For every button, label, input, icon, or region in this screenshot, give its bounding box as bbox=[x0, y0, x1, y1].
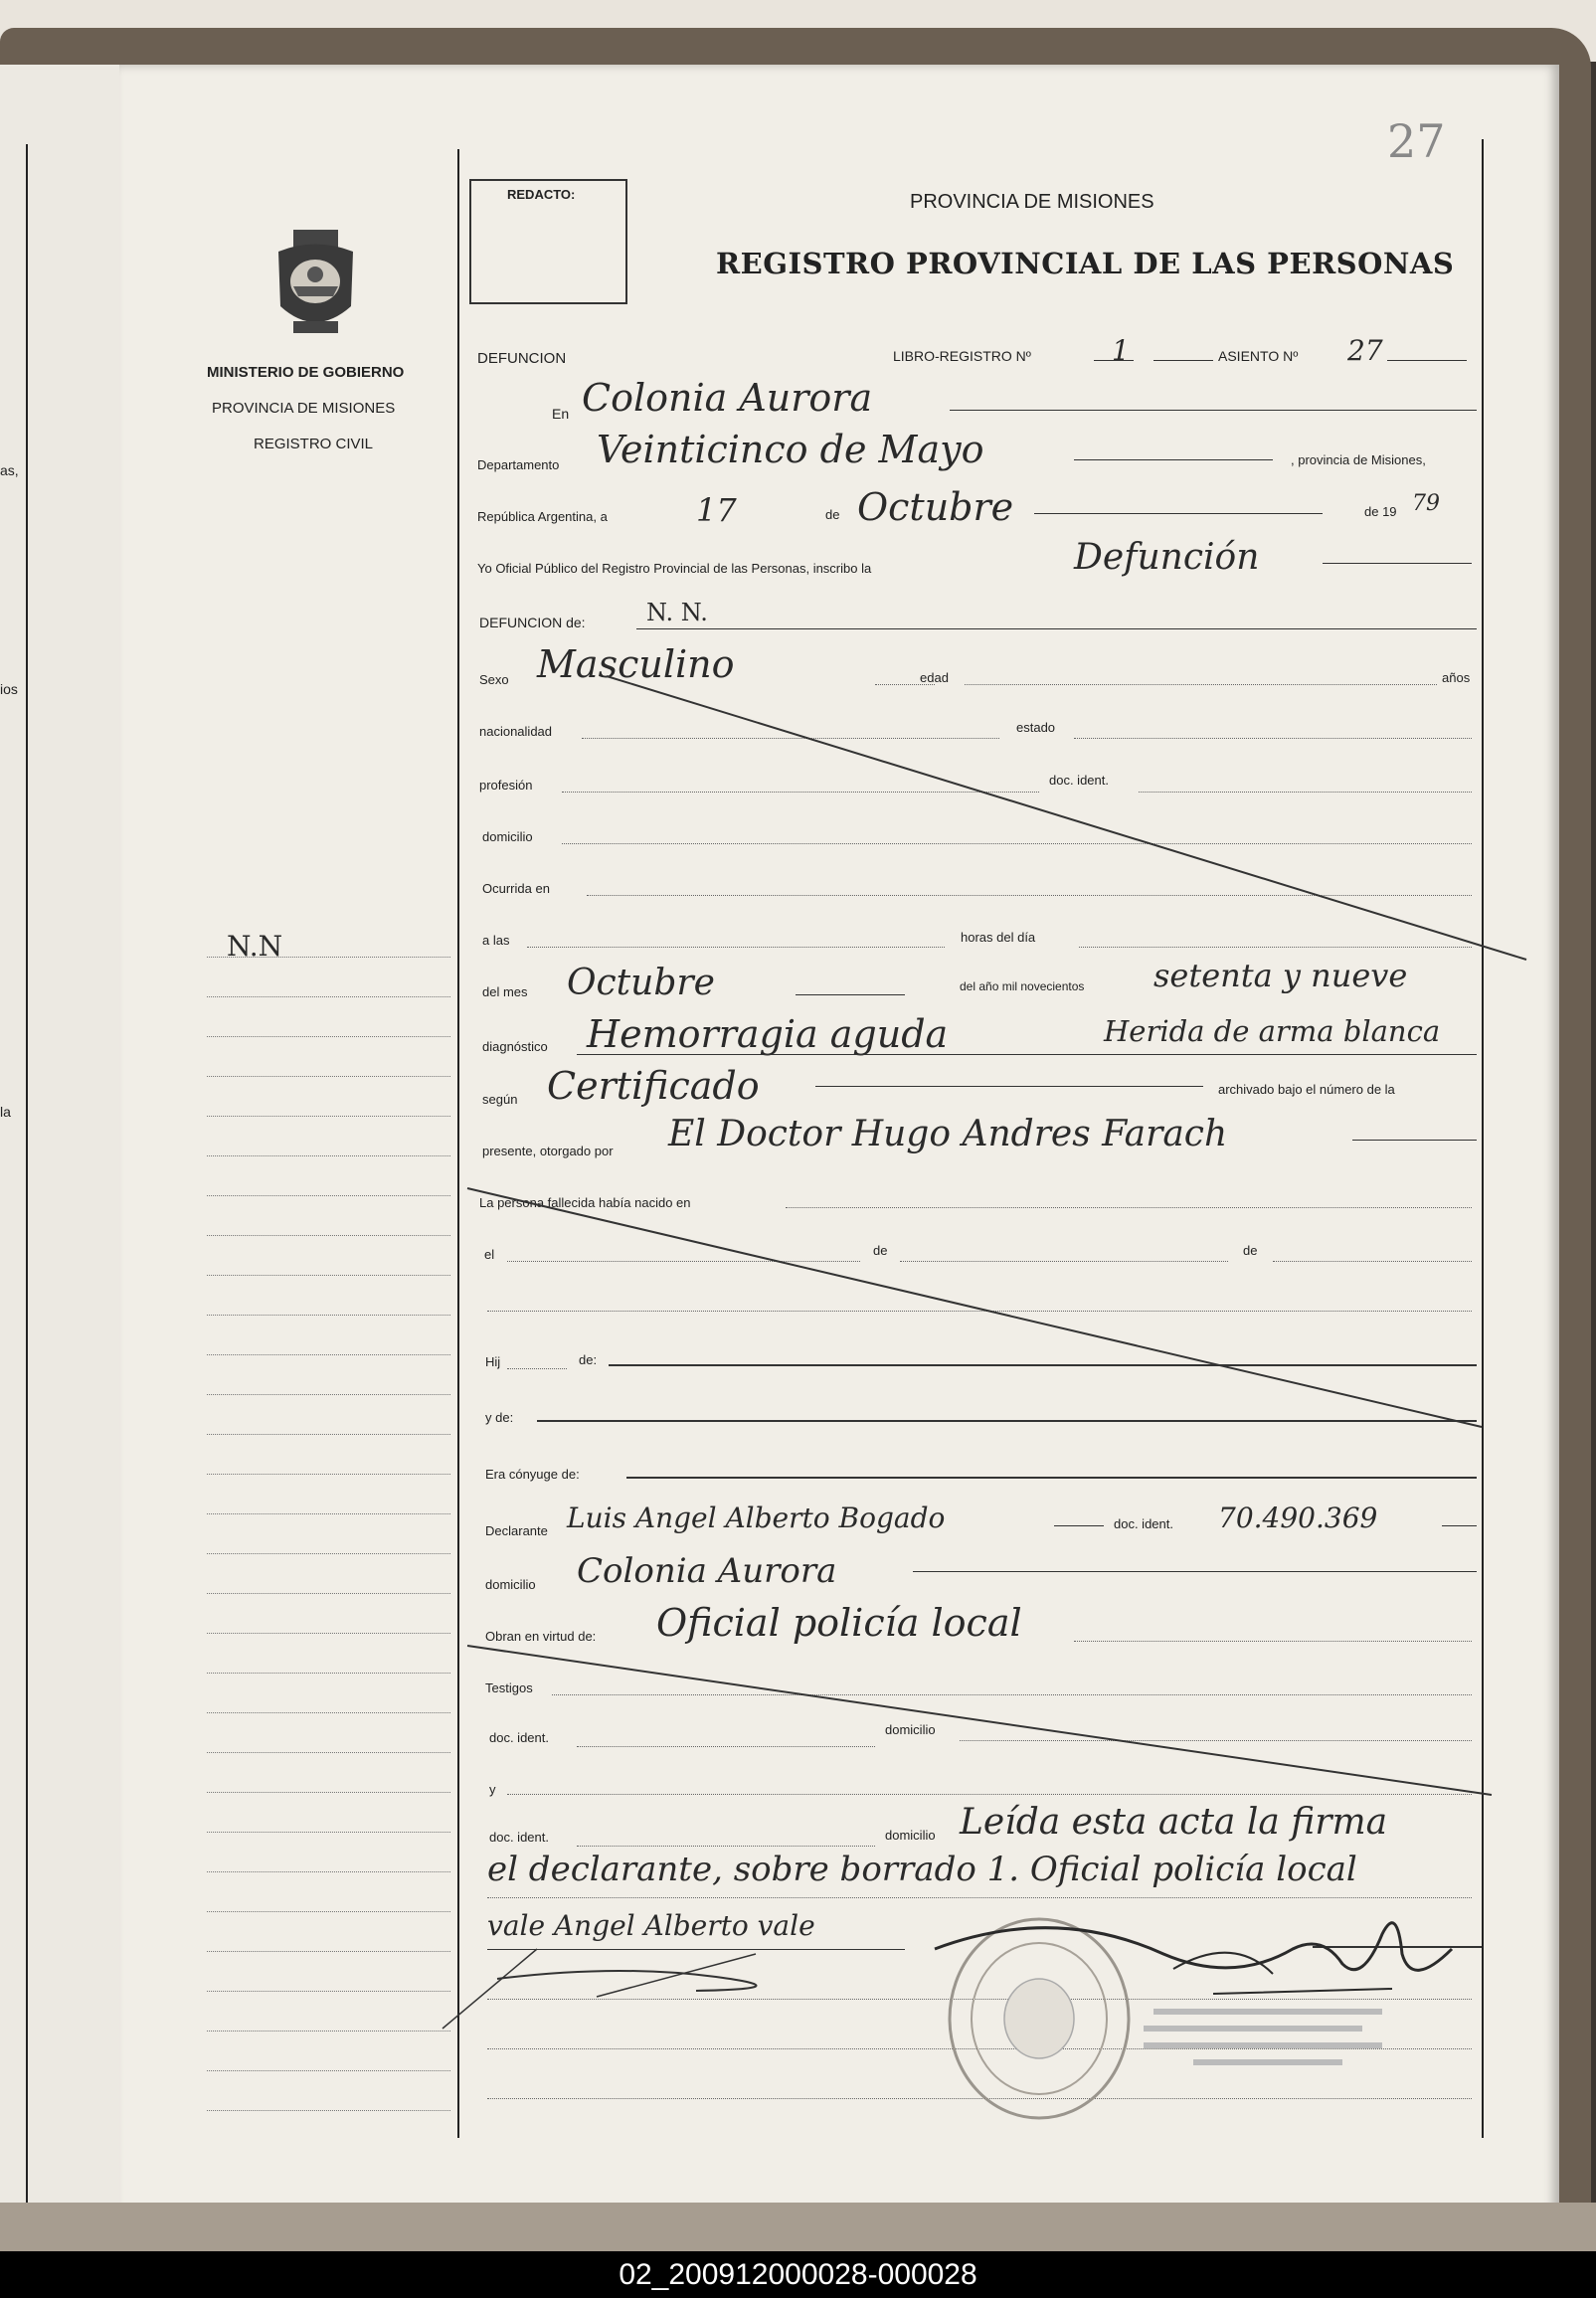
type-label: DEFUNCION bbox=[477, 350, 567, 367]
closing-line-1: Leída esta acta la firma bbox=[960, 1802, 1388, 1843]
del-mes-value: Octubre bbox=[567, 963, 715, 1003]
left-page: as, ios la bbox=[0, 65, 119, 2222]
sexo-value: Masculino bbox=[537, 642, 735, 686]
departamento-value: Veinticinco de Mayo bbox=[597, 428, 984, 471]
a-las-label: a las bbox=[482, 933, 510, 948]
edad-label: edad bbox=[920, 670, 949, 685]
page-number: 27 bbox=[1387, 114, 1446, 168]
decl-domicilio-value: Colonia Aurora bbox=[577, 1551, 837, 1591]
testigos-label: Testigos bbox=[485, 1680, 533, 1695]
sidebar-civil-registry: REGISTRO CIVIL bbox=[254, 436, 374, 452]
header-registry: REGISTRO PROVINCIAL DE LAS PERSONAS bbox=[716, 247, 1455, 280]
y-de-label: y de: bbox=[485, 1410, 514, 1425]
diagnostico-extra: Herida de arma blanca bbox=[1104, 1014, 1441, 1048]
segun-value: Certificado bbox=[547, 1064, 760, 1108]
conyuge-label: Era cónyuge de: bbox=[485, 1467, 580, 1482]
t-doc-label: doc. ident. bbox=[489, 1730, 549, 1745]
archivado-label: archivado bajo el número de la bbox=[1218, 1082, 1395, 1097]
obran-value: Oficial policía local bbox=[656, 1601, 1022, 1645]
diagnostico-label: diagnóstico bbox=[482, 1039, 548, 1054]
declarante-doc-value: 70.490.369 bbox=[1218, 1502, 1378, 1534]
closing-line-3: vale Angel Alberto vale bbox=[487, 1909, 815, 1942]
diagnostico-value: Hemorragia aguda bbox=[587, 1012, 949, 1056]
t-dom-label: domicilio bbox=[885, 1722, 936, 1737]
libro-value: 1 bbox=[1112, 334, 1130, 367]
sidebar-ministry: MINISTERIO DE GOBIERNO bbox=[207, 364, 405, 381]
del-ano-label: del año mil novecientos bbox=[960, 979, 1085, 993]
hij-de-label: de: bbox=[579, 1352, 598, 1367]
sexo-label: Sexo bbox=[479, 672, 509, 687]
declarante-label: Declarante bbox=[485, 1523, 548, 1538]
oficial-text: Yo Oficial Público del Registro Provincial de las Personas, inscribo la bbox=[477, 561, 872, 576]
file-caption: 02_200912000028-000028 bbox=[0, 2251, 1596, 2298]
departamento-label: Departamento bbox=[477, 457, 560, 472]
doc-ident-label: doc. ident. bbox=[1049, 773, 1109, 788]
anos-label: años bbox=[1442, 670, 1471, 685]
nacionalidad-label: nacionalidad bbox=[479, 724, 553, 739]
asiento-label: ASIENTO Nº bbox=[1218, 348, 1299, 364]
obran-label: Obran en virtud de: bbox=[485, 1629, 597, 1644]
day-value: 17 bbox=[696, 491, 737, 529]
t2-doc-label: doc. ident. bbox=[489, 1830, 549, 1845]
t2-dom-label: domicilio bbox=[885, 1828, 936, 1843]
presente-label: presente, otorgado por bbox=[482, 1144, 614, 1158]
estado-label: estado bbox=[1016, 720, 1056, 735]
del-mes-label: del mes bbox=[482, 984, 528, 999]
libro-label: LIBRO-REGISTRO Nº bbox=[893, 348, 1031, 364]
sidebar-province: PROVINCIA DE MISIONES bbox=[212, 400, 396, 417]
en-value: Colonia Aurora bbox=[582, 376, 873, 420]
defuncion-de-value: N. N. bbox=[646, 599, 708, 626]
presente-value: El Doctor Hugo Andres Farach bbox=[668, 1114, 1228, 1154]
profesion-label: profesión bbox=[479, 778, 533, 793]
de-label: de bbox=[825, 507, 840, 522]
nacido-label: La persona fallecida había nacido en bbox=[479, 1195, 691, 1210]
closing-line-2: el declarante, sobre borrado 1. Oficial policía local bbox=[487, 1850, 1357, 1889]
header-province: PROVINCIA DE MISIONES bbox=[910, 191, 1154, 213]
provincia-suffix: , provincia de Misiones, bbox=[1291, 452, 1426, 467]
redacto-label: REDACTO: bbox=[507, 187, 576, 202]
el-label: el bbox=[484, 1247, 495, 1262]
inscribo-value: Defunción bbox=[1074, 537, 1260, 578]
y-label: y bbox=[489, 1782, 496, 1797]
month-value: Octubre bbox=[857, 485, 1014, 529]
year-prefix: de 19 bbox=[1364, 504, 1397, 519]
de-label-3: de bbox=[1243, 1243, 1258, 1258]
en-label: En bbox=[552, 406, 570, 422]
del-ano-value: setenta y nueve bbox=[1153, 957, 1408, 994]
decl-domicilio-label: domicilio bbox=[485, 1577, 536, 1592]
ocurrida-label: Ocurrida en bbox=[482, 881, 550, 896]
asiento-value: 27 bbox=[1347, 334, 1383, 367]
hij-label: Hij bbox=[485, 1354, 501, 1369]
declarante-value: Luis Angel Alberto Bogado bbox=[567, 1502, 946, 1534]
horas-label: horas del día bbox=[961, 930, 1036, 945]
official-signature bbox=[915, 1894, 1472, 2083]
declarante-doc-label: doc. ident. bbox=[1114, 1516, 1173, 1531]
year-value: 79 bbox=[1412, 491, 1440, 516]
republica-label: República Argentina, a bbox=[477, 509, 608, 524]
sidebar-entry-name: N.N bbox=[227, 930, 283, 963]
de-label-2: de bbox=[873, 1243, 888, 1258]
segun-label: según bbox=[482, 1092, 518, 1107]
domicilio-label: domicilio bbox=[482, 829, 533, 844]
defuncion-de-label: DEFUNCION de: bbox=[479, 615, 586, 630]
